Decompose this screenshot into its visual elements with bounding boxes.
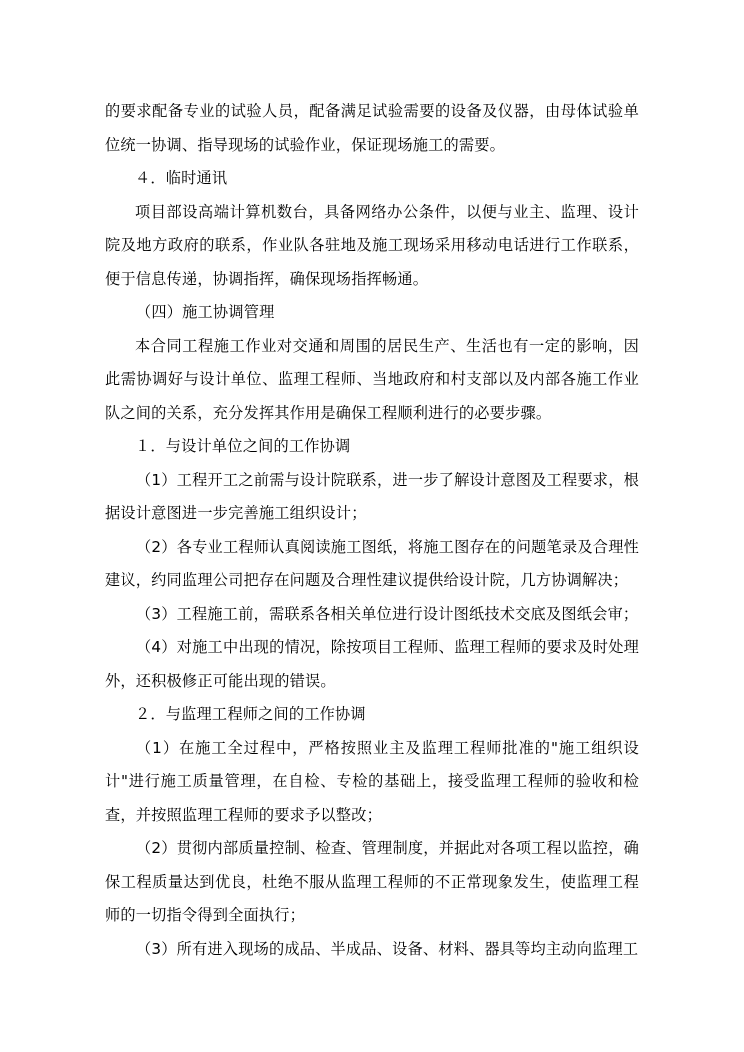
paragraph: 的要求配备专业的试验人员，配备满足试验需要的设备及仪器，由母体试验单位统一协调、指导现场的试验作业，保证现场施工的需要。 — [105, 102, 639, 154]
paragraph: （四）施工协调管理 — [136, 303, 275, 321]
paragraph: 本合同工程施工作业对交通和周围的居民生产、生活也有一定的影响，因此需协调好与设计单位、监理工程师、当地政府和村支部以及内部各施工作业队之间的关系，充分发挥其作用是确保工程顺利进行的必要步骤。 — [105, 336, 639, 422]
paragraph: （3）所有进入现场的成品、半成品、设备、材料、器具等均主动向监理工 — [136, 939, 639, 958]
paragraph: （1）在施工全过程中，严格按照业主及监理工程师批准的"施工组织设计"进行施工质量管理，在自检、专检的基础上，接受监理工程师的验收和检查，并按照监理工程师的要求予以整改； — [105, 738, 639, 824]
paragraph: ２．与监理工程师之间的工作协调 — [135, 705, 366, 723]
paragraph: ４．临时通讯 — [135, 169, 228, 187]
paragraph: （2）贯彻内部质量控制、检查、管理制度，并据此对各项工程以监控，确保工程质量达到优良，杜绝不服从监理工程师的不正常现象发生，使监理工程师的一切指令得到全面执行； — [105, 839, 639, 924]
paragraph: （4）对施工中出现的情况，除按项目工程师、监理工程师的要求及时处理外，还积极修正可能出现的错误。 — [105, 638, 639, 690]
paragraph: １．与设计单位之间的工作协调 — [135, 437, 351, 455]
paragraph: 项目部设高端计算机数台，具备网络办公条件，以便与业主、监理、设计院及地方政府的联系，作业队各驻地及施工现场采用移动电话进行工作联系，便于信息传递，协调指挥，确保现场指挥畅通。 — [105, 202, 639, 288]
paragraph: （1）工程开工之前需与设计院联系，进一步了解设计意图及工程要求，根据设计意图进一步完善施工组织设计； — [105, 470, 639, 522]
paragraph: （2）各专业工程师认真阅读施工图纸，将施工图存在的问题笔录及合理性建议，约同监理公司把存在问题及合理性建议提供给设计院，几方协调解决； — [105, 537, 639, 589]
paragraph: （3）工程施工前，需联系各相关单位进行设计图纸技术交底及图纸会审； — [136, 604, 639, 623]
document-body — [105, 95, 639, 966]
